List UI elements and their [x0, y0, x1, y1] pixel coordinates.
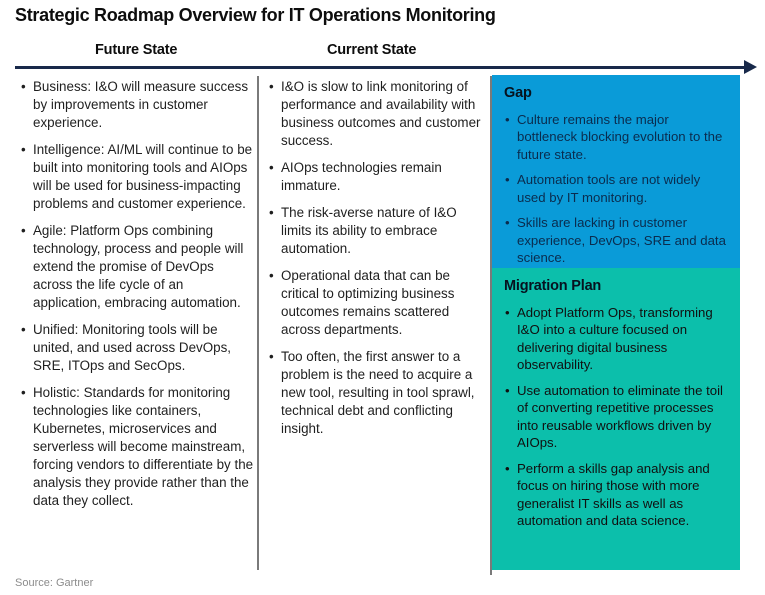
current-state-item: • Too often, the first answer to a problem is the need to acquire a new tool, resulting in tool sprawl, technical debt and conflicting insight. [268, 348, 482, 438]
future-state-item: • Business: I&O will measure success by improvements in customer experience. [20, 78, 254, 132]
migration-plan-panel [492, 268, 740, 570]
future-state-item: • Unified: Monitoring tools will be united, and used across DevOps, SRE, ITOps and SecOps. [20, 321, 254, 375]
future-state-item: • Holistic: Standards for monitoring technologies like containers, Kubernetes, microservices and serverless will become mainstream, forcing vendors to differentiate by the analysis they provide rather than the data they collect. [20, 384, 254, 510]
column-divider-left [257, 76, 259, 570]
gap-item: • Automation tools are not widely used by IT monitoring. [504, 171, 728, 206]
current-state-header: Current State [327, 42, 417, 58]
future-state-header: Future State [95, 42, 178, 58]
timeline-arrow-head-icon [744, 60, 757, 74]
migration-plan-header: Migration Plan [504, 278, 602, 294]
gap-item: • Skills are lacking in customer experience, DevOps, SRE and data science. [504, 214, 728, 267]
timeline-arrow-line [15, 66, 746, 69]
gap-panel-header: Gap [504, 85, 532, 101]
current-state-item: • AIOps technologies remain immature. [268, 159, 482, 195]
current-state-item: • I&O is slow to link monitoring of performance and availability with business outcomes and customer success. [268, 78, 482, 150]
migration-plan-item: • Perform a skills gap analysis and focus on hiring those with more generalist IT skills as well as automation and data science. [504, 460, 728, 530]
current-state-item: • The risk-averse nature of I&O limits its ability to embrace automation. [268, 204, 482, 258]
migration-plan-item: • Use automation to eliminate the toil of converting repetitive processes into reusable workflows driven by AIOps. [504, 382, 728, 452]
source-attribution: Source: Gartner [15, 577, 94, 589]
current-state-item: • Operational data that can be critical to optimizing business outcomes remains scattered across departments. [268, 267, 482, 339]
gap-panel [492, 75, 740, 268]
gap-item: • Culture remains the major bottleneck blocking evolution to the future state. [504, 111, 728, 164]
migration-plan-item: • Adopt Platform Ops, transforming I&O into a culture focused on delivering digital business observability. [504, 304, 728, 374]
future-state-item: • Agile: Platform Ops combining technology, process and people will extend the promise of DevOps across the life cycle of an application, embracing automation. [20, 222, 254, 312]
future-state-column [20, 78, 254, 519]
future-state-item: • Intelligence: AI/ML will continue to be built into monitoring tools and AIOps will be used for business-impacting problems and customer experience. [20, 141, 254, 213]
page-title: Strategic Roadmap Overview for IT Operations Monitoring [15, 5, 496, 25]
current-state-column [268, 78, 482, 447]
